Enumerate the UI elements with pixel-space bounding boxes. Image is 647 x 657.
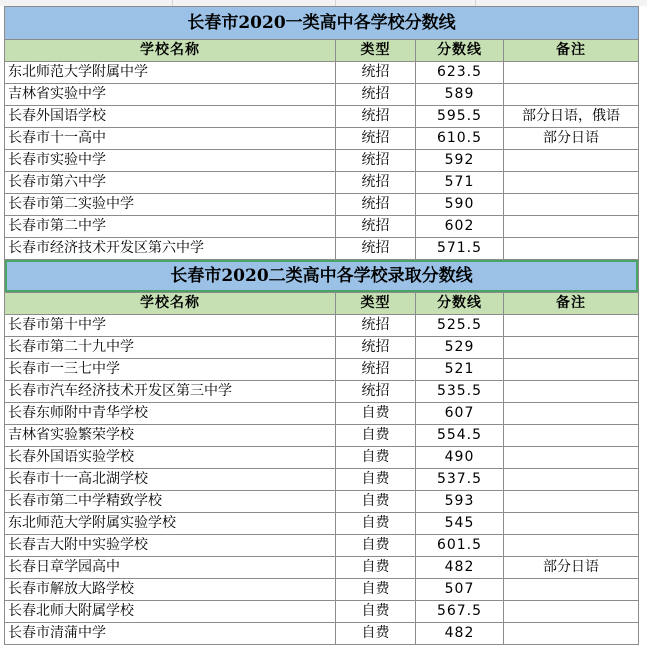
note-cell[interactable] <box>504 535 639 557</box>
note-cell[interactable] <box>504 579 639 601</box>
type-cell[interactable]: 统招 <box>336 216 416 238</box>
table-row <box>5 623 639 645</box>
note-cell[interactable] <box>504 194 639 216</box>
note-cell[interactable] <box>504 601 639 623</box>
note-cell[interactable] <box>504 513 639 535</box>
school-name-cell[interactable]: 长春市清蒲中学 <box>5 623 336 645</box>
type-cell[interactable]: 统招 <box>336 84 416 106</box>
note-cell[interactable] <box>504 337 639 359</box>
score-cell[interactable]: 507 <box>416 579 504 601</box>
score-cell[interactable]: 537.5 <box>416 469 504 491</box>
type-cell[interactable]: 统招 <box>336 359 416 381</box>
type-cell[interactable]: 自费 <box>336 513 416 535</box>
note-cell[interactable] <box>504 425 639 447</box>
note-cell[interactable] <box>504 491 639 513</box>
note-cell[interactable] <box>504 216 639 238</box>
note-cell[interactable] <box>504 62 639 84</box>
column-header-row <box>5 293 639 315</box>
grid-body <box>5 7 639 645</box>
table-row <box>5 535 639 557</box>
school-name-cell[interactable]: 东北师范大学附属实验学校 <box>5 513 336 535</box>
school-name-cell[interactable]: 长春市第二中学 <box>5 216 336 238</box>
note-cell[interactable] <box>504 447 639 469</box>
score-cell[interactable]: 535.5 <box>416 381 504 403</box>
table-row <box>5 216 639 238</box>
school-name-cell[interactable]: 长春市经济技术开发区第六中学 <box>5 238 336 260</box>
type-cell[interactable]: 统招 <box>336 315 416 337</box>
table-row <box>5 469 639 491</box>
table-row <box>5 84 639 106</box>
score-cell[interactable]: 610.5 <box>416 128 504 150</box>
type-cell[interactable]: 自费 <box>336 601 416 623</box>
school-name-cell[interactable]: 吉林省实验繁荣学校 <box>5 425 336 447</box>
score-cell[interactable]: 529 <box>416 337 504 359</box>
table-row <box>5 381 639 403</box>
table-row <box>5 106 639 128</box>
table-row <box>5 447 639 469</box>
note-cell[interactable]: 部分日语 <box>504 128 639 150</box>
type-cell[interactable]: 统招 <box>336 62 416 84</box>
score-cell[interactable]: 601.5 <box>416 535 504 557</box>
school-name-cell[interactable]: 长春市实验中学 <box>5 150 336 172</box>
type-cell[interactable]: 统招 <box>336 194 416 216</box>
section-title-cell[interactable]: 长春市2020一类高中各学校分数线 <box>5 7 639 40</box>
table-row <box>5 425 639 447</box>
score-cell[interactable]: 521 <box>416 359 504 381</box>
column-header-row <box>5 40 639 62</box>
section-title-row <box>5 7 639 40</box>
table-row <box>5 238 639 260</box>
score-cell[interactable]: 623.5 <box>416 62 504 84</box>
type-cell[interactable]: 自费 <box>336 447 416 469</box>
type-cell[interactable]: 统招 <box>336 150 416 172</box>
type-cell[interactable]: 统招 <box>336 106 416 128</box>
note-cell[interactable] <box>504 84 639 106</box>
type-cell[interactable]: 自费 <box>336 623 416 645</box>
type-cell[interactable]: 统招 <box>336 128 416 150</box>
note-cell[interactable] <box>504 403 639 425</box>
type-cell[interactable]: 自费 <box>336 425 416 447</box>
note-cell[interactable] <box>504 381 639 403</box>
score-cell[interactable]: 607 <box>416 403 504 425</box>
header-score[interactable]: 分数线 <box>416 40 504 62</box>
header-type[interactable]: 类型 <box>336 293 416 315</box>
school-name-cell[interactable]: 东北师范大学附属中学 <box>5 62 336 84</box>
school-name-cell[interactable]: 长春北师大附属学校 <box>5 601 336 623</box>
table-row <box>5 579 639 601</box>
type-cell[interactable]: 统招 <box>336 381 416 403</box>
note-cell[interactable]: 部分日语 <box>504 557 639 579</box>
type-cell[interactable]: 自费 <box>336 403 416 425</box>
note-cell[interactable] <box>504 172 639 194</box>
score-cell[interactable]: 482 <box>416 623 504 645</box>
table-row <box>5 403 639 425</box>
school-name-cell[interactable]: 吉林省实验中学 <box>5 84 336 106</box>
note-cell[interactable] <box>504 623 639 645</box>
type-cell[interactable]: 统招 <box>336 337 416 359</box>
school-name-cell[interactable]: 长春外国语实验学校 <box>5 447 336 469</box>
score-cell[interactable]: 590 <box>416 194 504 216</box>
school-name-cell[interactable]: 长春市一三七中学 <box>5 359 336 381</box>
score-cell[interactable]: 554.5 <box>416 425 504 447</box>
type-cell[interactable]: 自费 <box>336 469 416 491</box>
table-row <box>5 315 639 337</box>
school-name-cell[interactable]: 长春市第二实验中学 <box>5 194 336 216</box>
table-row <box>5 337 639 359</box>
header-type[interactable]: 类型 <box>336 40 416 62</box>
score-cell[interactable]: 595.5 <box>416 106 504 128</box>
school-name-cell[interactable]: 长春东师附中青华学校 <box>5 403 336 425</box>
score-cell[interactable]: 589 <box>416 84 504 106</box>
score-cell[interactable]: 545 <box>416 513 504 535</box>
table-row <box>5 557 639 579</box>
note-cell[interactable] <box>504 238 639 260</box>
note-cell[interactable] <box>504 150 639 172</box>
table-row <box>5 150 639 172</box>
type-cell[interactable]: 统招 <box>336 172 416 194</box>
header-score[interactable]: 分数线 <box>416 293 504 315</box>
type-cell[interactable]: 自费 <box>336 557 416 579</box>
header-school-name[interactable]: 学校名称 <box>5 40 336 62</box>
note-cell[interactable] <box>504 359 639 381</box>
score-cell[interactable]: 525.5 <box>416 315 504 337</box>
table-row <box>5 172 639 194</box>
header-school-name[interactable]: 学校名称 <box>5 293 336 315</box>
school-name-cell[interactable]: 长春市十一高北湖学校 <box>5 469 336 491</box>
section-title-row <box>5 260 639 293</box>
table-row <box>5 513 639 535</box>
school-name-cell[interactable]: 长春市第二中学精致学校 <box>5 491 336 513</box>
header-note[interactable]: 备注 <box>504 293 639 315</box>
score-cell[interactable]: 571 <box>416 172 504 194</box>
score-cell[interactable]: 593 <box>416 491 504 513</box>
table-row <box>5 62 639 84</box>
table-row <box>5 128 639 150</box>
school-name-cell[interactable]: 长春市第二十九中学 <box>5 337 336 359</box>
score-cell[interactable]: 567.5 <box>416 601 504 623</box>
school-name-cell[interactable]: 长春吉大附中实验学校 <box>5 535 336 557</box>
score-cell[interactable]: 602 <box>416 216 504 238</box>
table-row <box>5 601 639 623</box>
school-name-cell[interactable]: 长春日章学园高中 <box>5 557 336 579</box>
school-name-cell[interactable]: 长春市第六中学 <box>5 172 336 194</box>
note-cell[interactable] <box>504 469 639 491</box>
type-cell[interactable]: 统招 <box>336 238 416 260</box>
score-cell[interactable]: 592 <box>416 150 504 172</box>
section-title-cell[interactable]: 长春市2020二类高中各学校录取分数线 <box>5 260 639 293</box>
type-cell[interactable]: 自费 <box>336 535 416 557</box>
note-cell[interactable]: 部分日语，俄语 <box>504 106 639 128</box>
type-cell[interactable]: 自费 <box>336 491 416 513</box>
score-cell[interactable]: 482 <box>416 557 504 579</box>
school-name-cell[interactable]: 长春市解放大路学校 <box>5 579 336 601</box>
note-cell[interactable] <box>504 315 639 337</box>
score-cell[interactable]: 571.5 <box>416 238 504 260</box>
school-name-cell[interactable]: 长春市汽车经济技术开发区第三中学 <box>5 381 336 403</box>
school-name-cell[interactable]: 长春市十一高中 <box>5 128 336 150</box>
header-note[interactable]: 备注 <box>504 40 639 62</box>
school-name-cell[interactable]: 长春市第十中学 <box>5 315 336 337</box>
spreadsheet-grid[interactable] <box>4 6 639 645</box>
table-row <box>5 194 639 216</box>
table-row <box>5 359 639 381</box>
type-cell[interactable]: 自费 <box>336 579 416 601</box>
school-name-cell[interactable]: 长春外国语学校 <box>5 106 336 128</box>
score-cell[interactable]: 490 <box>416 447 504 469</box>
table-row <box>5 491 639 513</box>
